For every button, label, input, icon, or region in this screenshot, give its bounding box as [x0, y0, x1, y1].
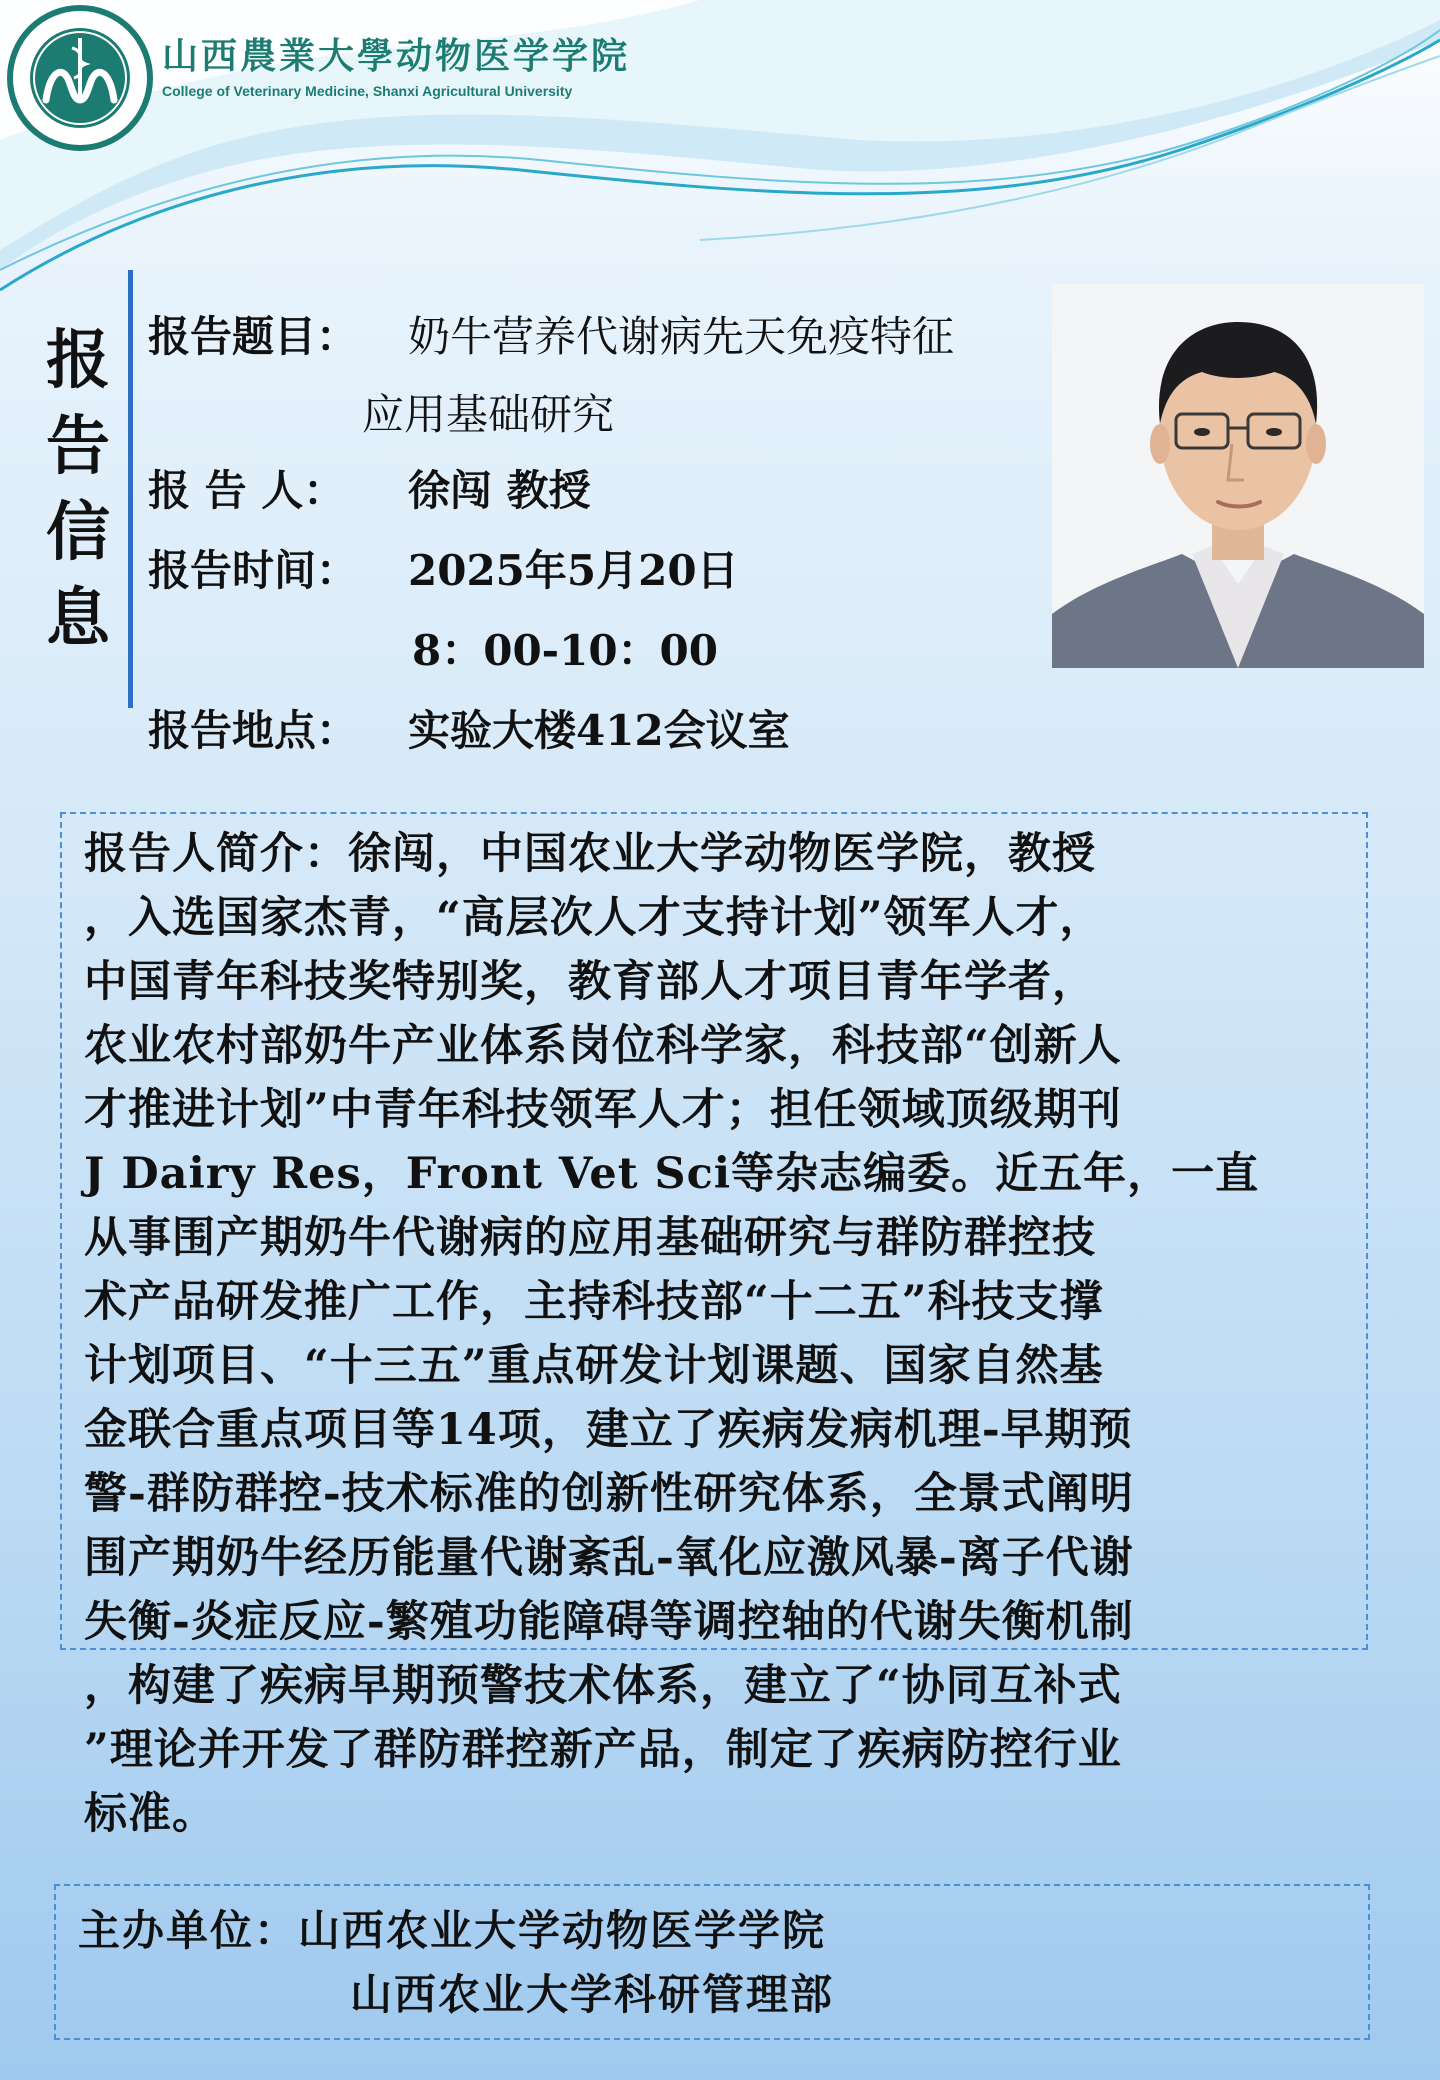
- host-row: [78, 1898, 826, 1958]
- bio-line: 围产期奶牛经历能量代谢紊乱-氧化应激风暴-离子代谢: [84, 1533, 1134, 1583]
- speaker-value: 徐闯 教授: [408, 466, 591, 515]
- bio-line: 失衡-炎症反应-繁殖功能障碍等调控轴的代谢失衡机制: [84, 1597, 1134, 1647]
- bio-line: ，入选国家杰青，“高层次人才支持计划”领军人才，: [84, 893, 1104, 943]
- place-label: 报告地点：: [148, 706, 359, 755]
- host-org-2: 山西农业大学科研管理部: [350, 1970, 835, 2019]
- bio-line: J Dairy Res，Front Vet Sci等杂志编委。近五年，一直: [84, 1149, 1260, 1199]
- section-divider-bar: [128, 270, 133, 708]
- speaker-photo: [1052, 284, 1424, 668]
- bio-line: 金联合重点项目等14项，建立了疾病发病机理-早期预: [84, 1405, 1133, 1455]
- college-name-en: College of Veterinary Medicine, Shanxi Agricultural University: [162, 83, 573, 99]
- bio-line: 报告人简介：徐闯，中国农业大学动物医学院，教授: [84, 829, 1096, 879]
- college-name-cn: 山西農業大學动物医学学院: [162, 35, 631, 77]
- bio-line: 才推进计划”中青年科技领军人才；担任领域顶级期刊: [84, 1085, 1122, 1135]
- bio-line: 中国青年科技奖特别奖，教育部人才项目青年学者，: [84, 957, 1096, 1007]
- speaker-label: 报 告 人：: [148, 466, 346, 515]
- topic-line-2: 应用基础研究: [362, 390, 615, 439]
- topic-line-1: 奶牛营养代谢病先天免疫特征: [408, 312, 955, 361]
- bio-line: 术产品研发推广工作，主持科技部“十二五”科技支撑: [84, 1277, 1104, 1327]
- host-label: 主办单位：: [78, 1906, 299, 1955]
- time-label: 报告时间：: [148, 546, 359, 595]
- bio-line: 标准。: [84, 1789, 216, 1839]
- speaker-bio: [84, 822, 1354, 1846]
- college-logo: [6, 4, 154, 152]
- bio-line: ”理论并开发了群防群控新产品，制定了疾病防控行业: [84, 1725, 1122, 1775]
- place-row: [148, 698, 790, 758]
- college-header: [162, 28, 630, 99]
- section-title-vertical: 报告信息: [46, 323, 110, 656]
- host-org-1: 山西农业大学动物医学学院: [298, 1906, 827, 1955]
- place-value: 实验大楼412会议室: [408, 706, 790, 755]
- speaker-row: [148, 458, 591, 518]
- topic-label: 报告题目：: [148, 312, 359, 361]
- bio-line: 从事围产期奶牛代谢病的应用基础研究与群防群控技: [84, 1213, 1096, 1263]
- topic-row: [148, 304, 954, 364]
- bio-line: 警-群防群控-技术标准的创新性研究体系，全景式阐明: [84, 1469, 1134, 1519]
- time-row: [148, 538, 739, 598]
- date-value: 2025年5月20日: [408, 546, 739, 595]
- bio-line: ，构建了疾病早期预警技术体系，建立了“协同互补式: [84, 1661, 1122, 1711]
- bio-line: 计划项目、“十三五”重点研发计划课题、国家自然基: [84, 1341, 1104, 1391]
- bio-line: 农业农村部奶牛产业体系岗位科学家，科技部“创新人: [84, 1021, 1122, 1071]
- time-value: 8：00-10：00: [412, 626, 718, 675]
